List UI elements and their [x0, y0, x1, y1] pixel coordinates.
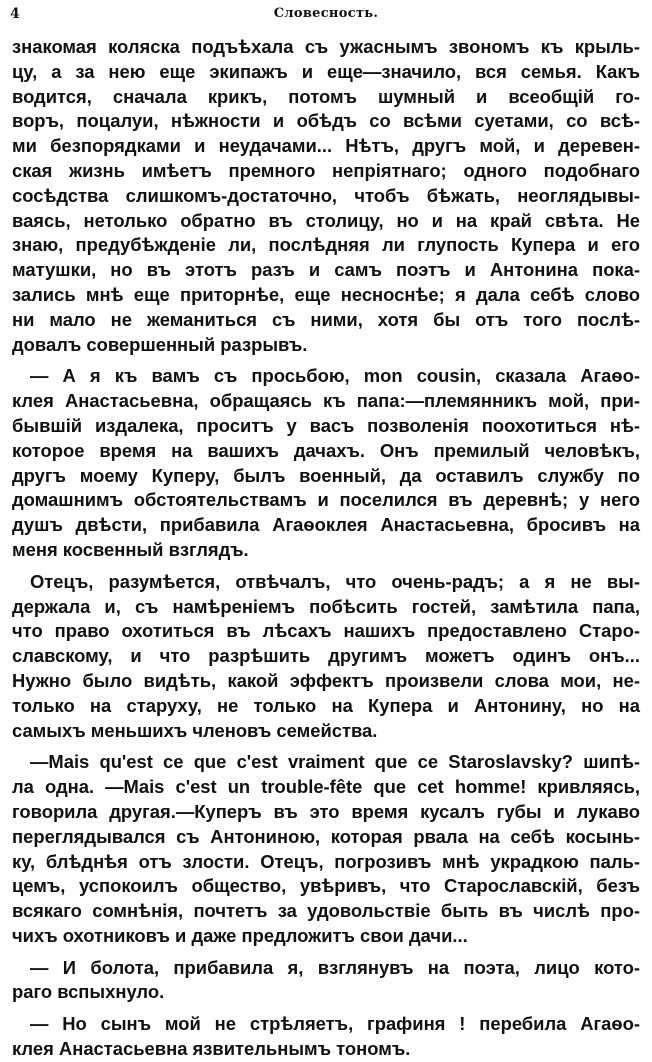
text-line: клея Анастасьевна язвительнымъ тономъ. — [12, 1038, 411, 1060]
text-line: довалъ совершенный разрывъ. — [12, 333, 308, 355]
text-line: раго вспыхнуло. — [12, 981, 165, 1003]
text-line: ла одна. —Mais c'est un trouble-fête que cet homme! кривляясь, — [12, 776, 640, 798]
text-line: цемъ, успокоилъ общество, увѣривъ, что Старославскій, безъ — [12, 875, 640, 897]
paragraph — [12, 364, 640, 562]
paragraph — [12, 956, 640, 1006]
text-line: зались мнѣ еще приторнѣе, еще несноснѣе; я дала себѣ слово — [12, 283, 640, 305]
text-line: держала и, съ намѣреніемъ побѣсить гостей, замѣтила папа, — [12, 595, 640, 617]
text-line: знаю, предубѣжденіе ли, послѣдняя ли глупость Купера и его — [12, 234, 640, 256]
paragraph — [12, 35, 640, 357]
text-line: — Но сынъ мой не стрѣляетъ, графиня ! перебила Агаѳо- — [30, 1013, 640, 1035]
text-line: ваясь, нетолько обратно въ столицу, но и на край свѣта. Не — [12, 209, 640, 231]
paragraph — [12, 1012, 640, 1062]
paragraph-gap — [12, 949, 640, 956]
text-line: самыхъ меньшихъ членовъ семейства. — [12, 719, 378, 741]
text-line: другъ моему Куперу, былъ военный, да оставилъ службу по — [12, 464, 640, 486]
paragraph-gap — [12, 1005, 640, 1012]
text-line: ку, блѣднѣя отъ злости. Отецъ, погрозивъ мнѣ украдкою паль- — [12, 850, 640, 872]
page-number: 4 — [10, 6, 20, 22]
text-line: говорила другая.—Куперъ въ это время кусалъ губы и лукаво — [12, 800, 640, 822]
paragraph — [12, 570, 640, 744]
body-text — [12, 35, 640, 1062]
paragraph — [12, 750, 640, 948]
paragraph-gap — [12, 357, 640, 364]
text-line: только на старуху, не только на Купера и Антонину, но на — [12, 694, 640, 716]
text-line: ская жизнь имѣетъ премного непріятнаго; одного подобнаго — [12, 159, 640, 181]
text-line: всякаго сомнѣнія, почтетъ за удовольствіе быть въ числѣ про- — [12, 900, 640, 922]
text-line: Отецъ, разумѣется, отвѣчалъ, что очень-радъ; а я не вы- — [30, 570, 640, 592]
text-line: меня косвенный взглядъ. — [12, 538, 249, 560]
text-line: душъ двѣсти, прибавила Агаѳоклея Анастасьевна, бросивъ на — [12, 514, 640, 536]
text-line: цу, а за нею еще экипажъ и еще—значило, вся семья. Какъ — [12, 60, 640, 82]
text-line: бывшій издалека, проситъ у васъ позволенія поохотиться нѣ- — [12, 414, 640, 436]
text-line: —Mais qu'est ce que c'est vraiment que ce Staroslavsky? шипѣ- — [30, 751, 640, 773]
running-title: Словесность. — [273, 6, 379, 21]
text-line: клея Анастасьевна, обращаясь къ папа:—племянникъ мой, при- — [12, 390, 640, 412]
paragraph-gap — [12, 743, 640, 750]
text-line: — А я къ вамъ съ просьбою, mon cousin, сказала Агаѳо- — [30, 365, 640, 387]
text-line: переглядывался съ Антониною, которая рвала на себѣ косынь- — [12, 825, 640, 847]
text-line: матушки, но въ этотъ разъ и самъ поэтъ и Антонина пока- — [12, 259, 640, 281]
text-line: водится, сначала крикъ, потомъ шумный и всеобщій го- — [12, 85, 640, 107]
text-line: которое время на вашихъ дачахъ. Онъ премилый человѣкъ, — [12, 439, 640, 461]
text-line: чихъ охотниковъ и даже предложитъ свои дачи... — [12, 924, 468, 946]
text-line: воръ, поцалуи, нѣжности и обѣдъ со всѣми суетами, со всѣ- — [12, 110, 640, 132]
text-line: что право охотиться въ лѣсахъ нашихъ предоставлено Старо- — [12, 620, 640, 642]
text-line: Нужно было видѣть, какой эффектъ произвели слова мои, не- — [12, 669, 640, 691]
page-header — [10, 3, 642, 25]
text-line: — И болота, прибавила я, взглянувъ на поэта, лицо кото- — [30, 956, 640, 978]
text-line: ми безпорядками и неудачами... Нѣтъ, другъ мой, и деревен- — [12, 135, 640, 157]
text-line: сосѣдства слишкомъ-достаточно, чтобъ бѣжать, неоглядывы- — [12, 184, 640, 206]
paragraph-gap — [12, 563, 640, 570]
text-line: ни мало не жеманиться съ ними, хотя бы отъ того послѣ- — [12, 308, 640, 330]
text-line: знакомая коляска подъѣхала съ ужаснымъ звономъ къ крыль- — [12, 36, 640, 57]
text-line: домашнимъ обстоятельствамъ и поселился въ деревнѣ; у него — [12, 489, 640, 511]
text-line: славскому, и что разрѣшить другимъ можетъ одинъ онъ... — [12, 645, 640, 667]
